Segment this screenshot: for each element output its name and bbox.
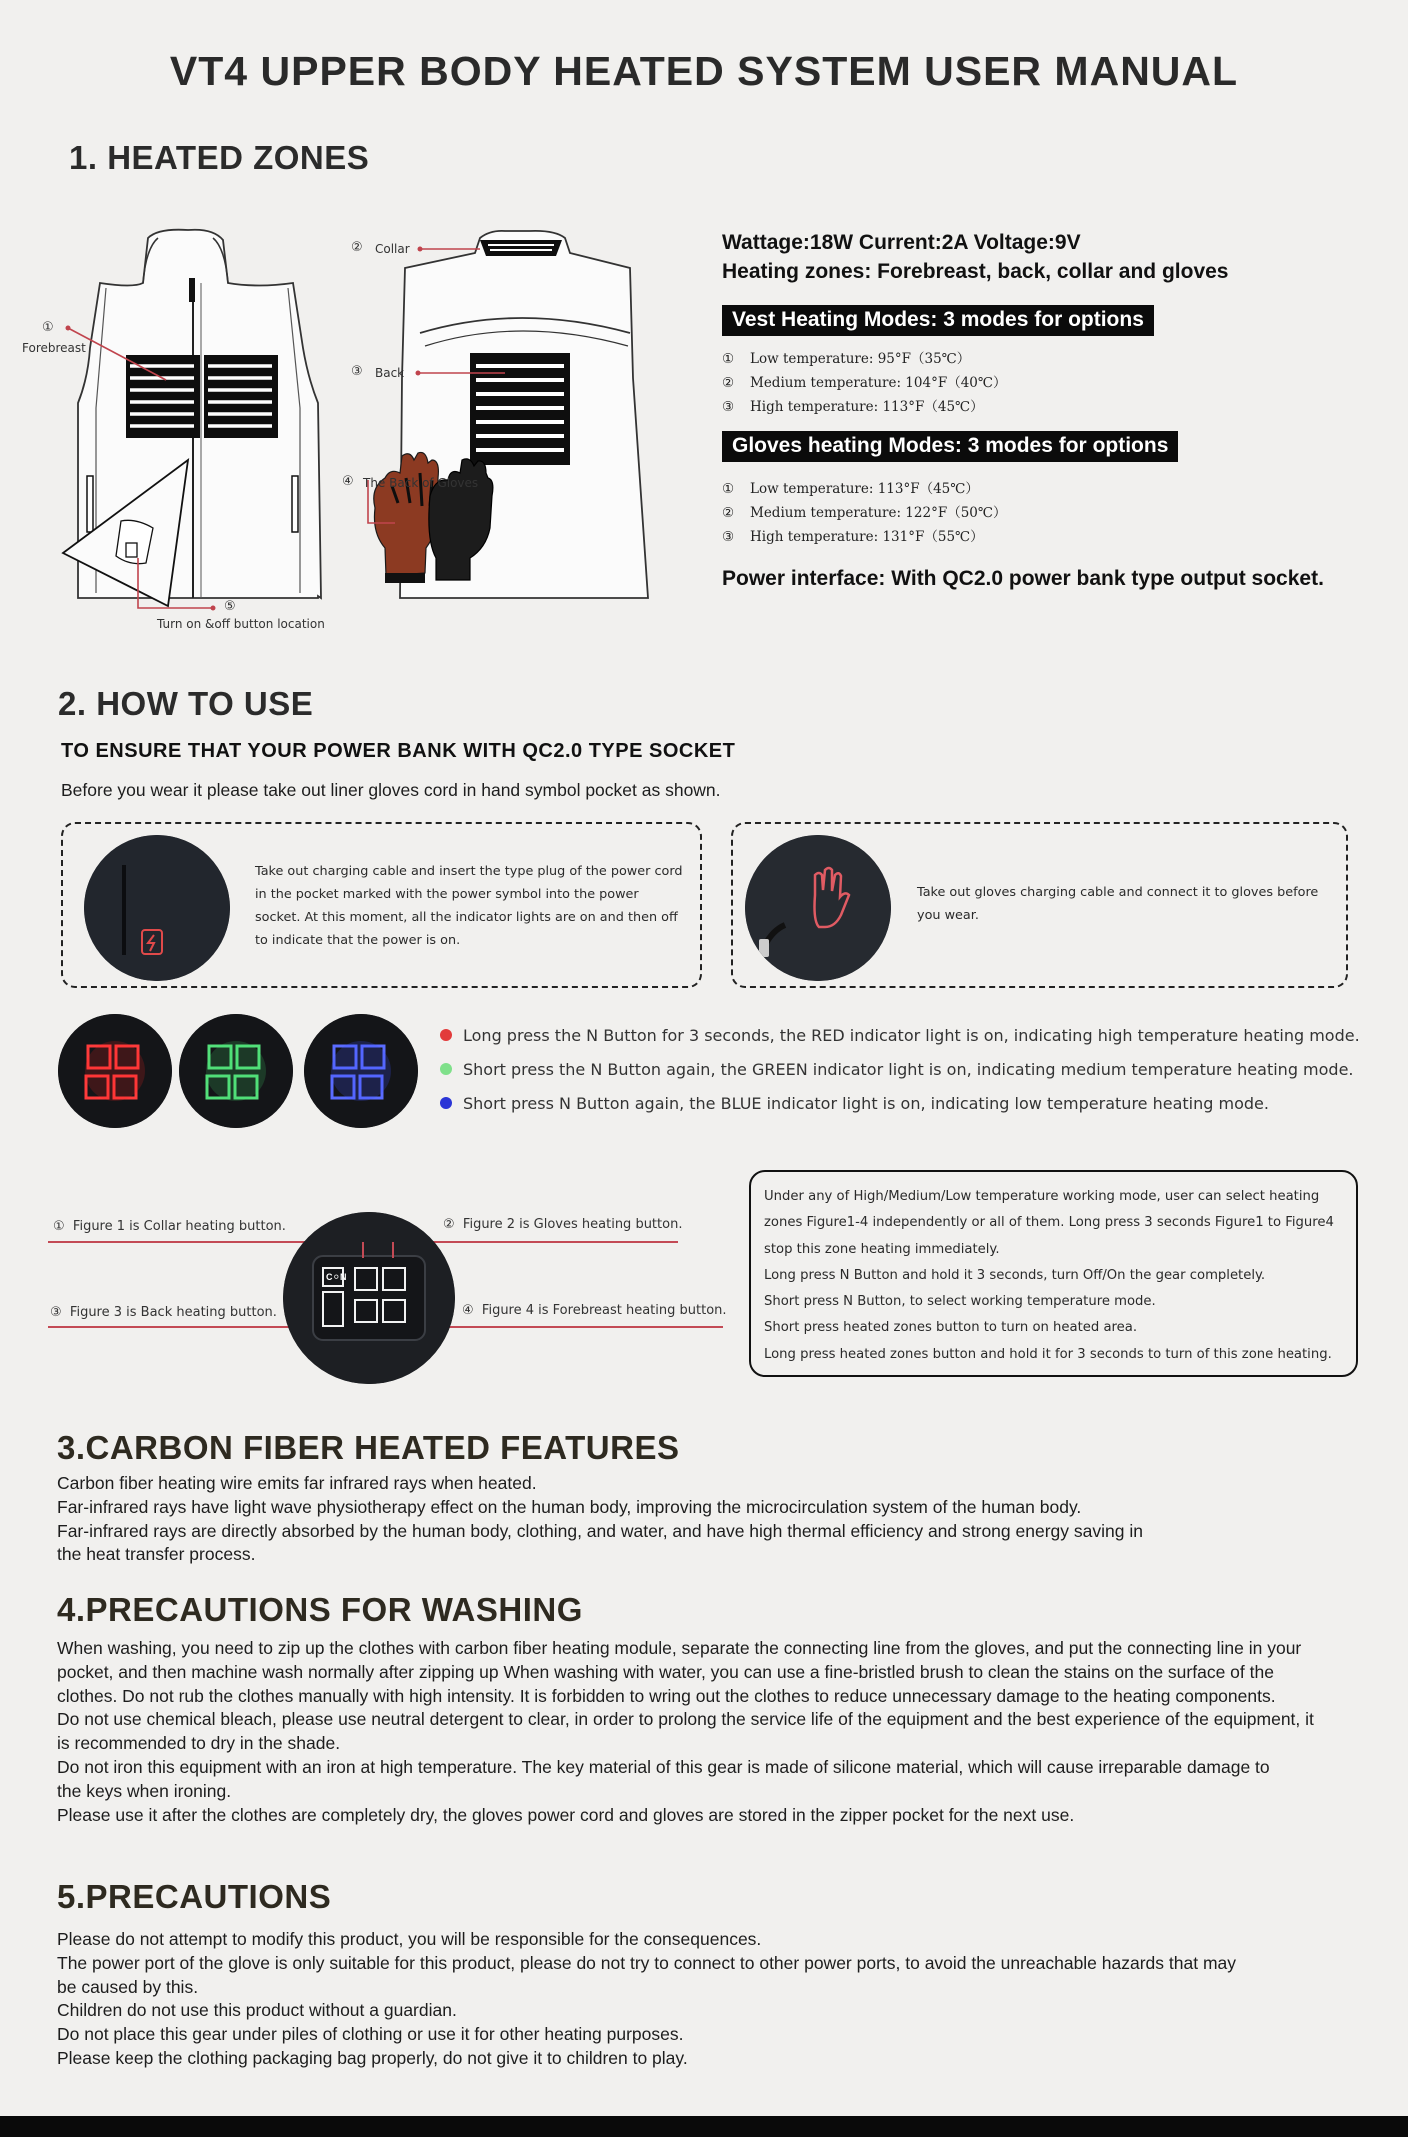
forebreast-label: Forebreast	[22, 341, 86, 355]
zone-instruction-5: Long press heated zones button and hold it for 3 seconds to turn of this zone heating.	[764, 1346, 1332, 1362]
figure1-label: ① Figure 1 is Collar heating button.	[53, 1219, 286, 1234]
spec-zones: Heating zones: Forebreast, back, collar and gloves	[722, 260, 1229, 283]
zone-instruction-3: Short press N Button, to select working temperature mode.	[764, 1294, 1156, 1310]
section3-paragraph: Far-infrared rays have light wave physiotherapy effect on the human body, improving the microcirculation system of the human body.	[57, 1496, 1082, 1517]
forebreast-num: ①	[42, 320, 54, 335]
blue-indicator-photo	[304, 1014, 418, 1128]
red-indicator-row: Long press the N Button for 3 seconds, the RED indicator light is on, indicating high temperature heating mode.	[440, 1026, 1360, 1045]
vest-mode-low: ① Low temperature: 95°F（35℃）	[722, 351, 971, 367]
panel-on-label: C⚪N	[326, 1272, 347, 1282]
section3-heading: 3.CARBON FIBER HEATED FEATURES	[57, 1429, 680, 1466]
section4-paragraph: Do not iron this equipment with an iron at high temperature. The key material of this gear is made of silicone material, which will cause irreparable damage to the keys when ironing.	[57, 1756, 1270, 1801]
blue-dot	[440, 1097, 452, 1109]
green-dot	[440, 1063, 452, 1075]
section5-paragraph: The power port of the glove is only suitable for this product, please do not try to connect to other power ports, to avoid the unreachable hazards that may be caused by this.	[57, 1952, 1237, 1997]
section2-intro: Before you wear it please take out liner gloves cord in hand symbol pocket as shown.	[61, 780, 721, 800]
figure2-leader	[398, 1241, 678, 1243]
vest-front-diagram	[18, 228, 328, 638]
red-indicator-photo	[58, 1014, 172, 1128]
collar-label: Collar	[375, 242, 410, 256]
button-location-label: Turn on &off button location	[157, 617, 325, 631]
figure4-label: ④ Figure 4 is Forebreast heating button.	[462, 1303, 727, 1318]
manual-title: VT4 UPPER BODY HEATED SYSTEM USER MANUAL	[169, 48, 1239, 94]
power-bank-instruction-text: Take out charging cable and insert the type plug of the power cord in the pocket marked with the power symbol into the power socket. At this moment, all the indicator lights are on and then off to indicate that the power is on.	[255, 864, 683, 948]
gloves-num: ④	[342, 474, 354, 489]
vest-mode-medium: ② Medium temperature: 104°F（40℃）	[722, 375, 1007, 391]
zone-instructions	[764, 1184, 1354, 1368]
section4-body	[57, 1637, 1319, 1827]
green-indicator-row: Short press the N Button again, the GREEN indicator light is on, indicating medium temperature heating mode.	[440, 1060, 1354, 1079]
zone-instruction-4: Short press heated zones button to turn on heated area.	[764, 1320, 1138, 1336]
figure2-label: ② Figure 2 is Gloves heating button.	[443, 1217, 683, 1232]
bottom-border-bar	[0, 2116, 1408, 2137]
spec-power: Wattage:18W Current:2A Voltage:9V	[722, 231, 1081, 254]
section5-paragraph: Children do not use this product without a guardian.	[57, 2000, 457, 2021]
section4-paragraph: Please use it after the clothes are completely dry, the gloves power cord and gloves are stored in the zipper pocket for the next use.	[57, 1804, 1075, 1825]
section4-heading: 4.PRECAUTIONS FOR WASHING	[57, 1591, 583, 1628]
section3-body	[57, 1472, 1357, 1567]
gloves-mode-medium: ② Medium temperature: 122°F（50℃）	[722, 505, 1007, 521]
section3-paragraph: Far-infrared rays are directly absorbed by the human body, clothing, and water, and have high thermal efficiency and strong energy saving in the heat transfer process.	[57, 1520, 1143, 1565]
section5-paragraph: Do not place this gear under piles of clothing or use it for other heating purposes.	[57, 2024, 684, 2045]
zone-instructions-box	[749, 1170, 1358, 1377]
collar-num: ②	[351, 240, 363, 255]
section4-paragraph: When washing, you need to zip up the clothes with carbon fiber heating module, separate the connecting line from the gloves, and put the connecting line in your pocket, and then machine wash normally after zipping up When washing with water, you can use a fine-bristled brush to clean the stains on the surface of the clothes. Do not rub the clothes manually with high intensity. It is forbidden to wring out the clothes to reduce unnecessary damage to the heating components.	[57, 1638, 1302, 1706]
back-num: ③	[351, 364, 363, 379]
section4-paragraph: Do not use chemical bleach, please use neutral detergent to clear, in order to prolong the service life of the equipment and the best experience of the equipment, it is recommended to dry in the shade.	[57, 1709, 1314, 1754]
control-panel-photo	[283, 1212, 455, 1384]
section5-paragraph: Please keep the clothing packaging bag properly, do not give it to children to play.	[57, 2047, 688, 2068]
red-dot	[440, 1029, 452, 1041]
blue-indicator-row: Short press N Button again, the BLUE indicator light is on, indicating low temperature heating mode.	[440, 1094, 1269, 1113]
back-label: Back	[375, 366, 405, 380]
section5-heading: 5.PRECAUTIONS	[57, 1878, 332, 1915]
power-pocket-photo	[84, 835, 230, 981]
power-interface: Power interface: With QC2.0 power bank type output socket.	[722, 567, 1324, 590]
gloves-mode-high: ③ High temperature: 131°F（55℃）	[722, 529, 984, 545]
vest-modes-banner: Vest Heating Modes: 3 modes for options	[722, 305, 1154, 336]
green-indicator-photo	[179, 1014, 293, 1128]
section5-body	[57, 1928, 1307, 2071]
gloves-instruction-text: Take out gloves charging cable and connect it to gloves before you wear.	[917, 885, 1319, 923]
vest-mode-high: ③ High temperature: 113°F（45℃）	[722, 399, 984, 415]
gloves-instruction-box	[731, 822, 1348, 988]
section5-paragraph: Please do not attempt to modify this product, you will be responsible for the consequences.	[57, 1929, 762, 1949]
section2-heading: 2. HOW TO USE	[58, 685, 314, 722]
section1-heading: 1. HEATED ZONES	[69, 139, 370, 176]
gloves-modes-banner: Gloves heating Modes: 3 modes for options	[722, 431, 1178, 462]
section2-subheading: TO ENSURE THAT YOUR POWER BANK WITH QC2.0 TYPE SOCKET	[61, 740, 736, 762]
figure3-label: ③ Figure 3 is Back heating button.	[50, 1305, 277, 1320]
gloves-pocket-photo	[745, 835, 891, 981]
gloves-mode-low: ① Low temperature: 113°F（45℃）	[722, 481, 979, 497]
zone-instruction-1: Under any of High/Medium/Low temperature working mode, user can select heating zones Figure1-4 independently or all of them. Long press 3 seconds Figure1 to Figure4 stop this zone heating immediately.	[764, 1189, 1334, 1257]
section3-paragraph: Carbon fiber heating wire emits far infrared rays when heated.	[57, 1473, 537, 1493]
power-bank-instruction-box	[61, 822, 702, 988]
vest-back-diagram	[330, 228, 660, 608]
zone-instruction-2: Long press N Button and hold it 3 seconds, turn Off/On the gear completely.	[764, 1267, 1266, 1283]
gloves-label: The Back of Gloves	[363, 476, 479, 490]
button-location-num: ⑤	[224, 599, 236, 614]
